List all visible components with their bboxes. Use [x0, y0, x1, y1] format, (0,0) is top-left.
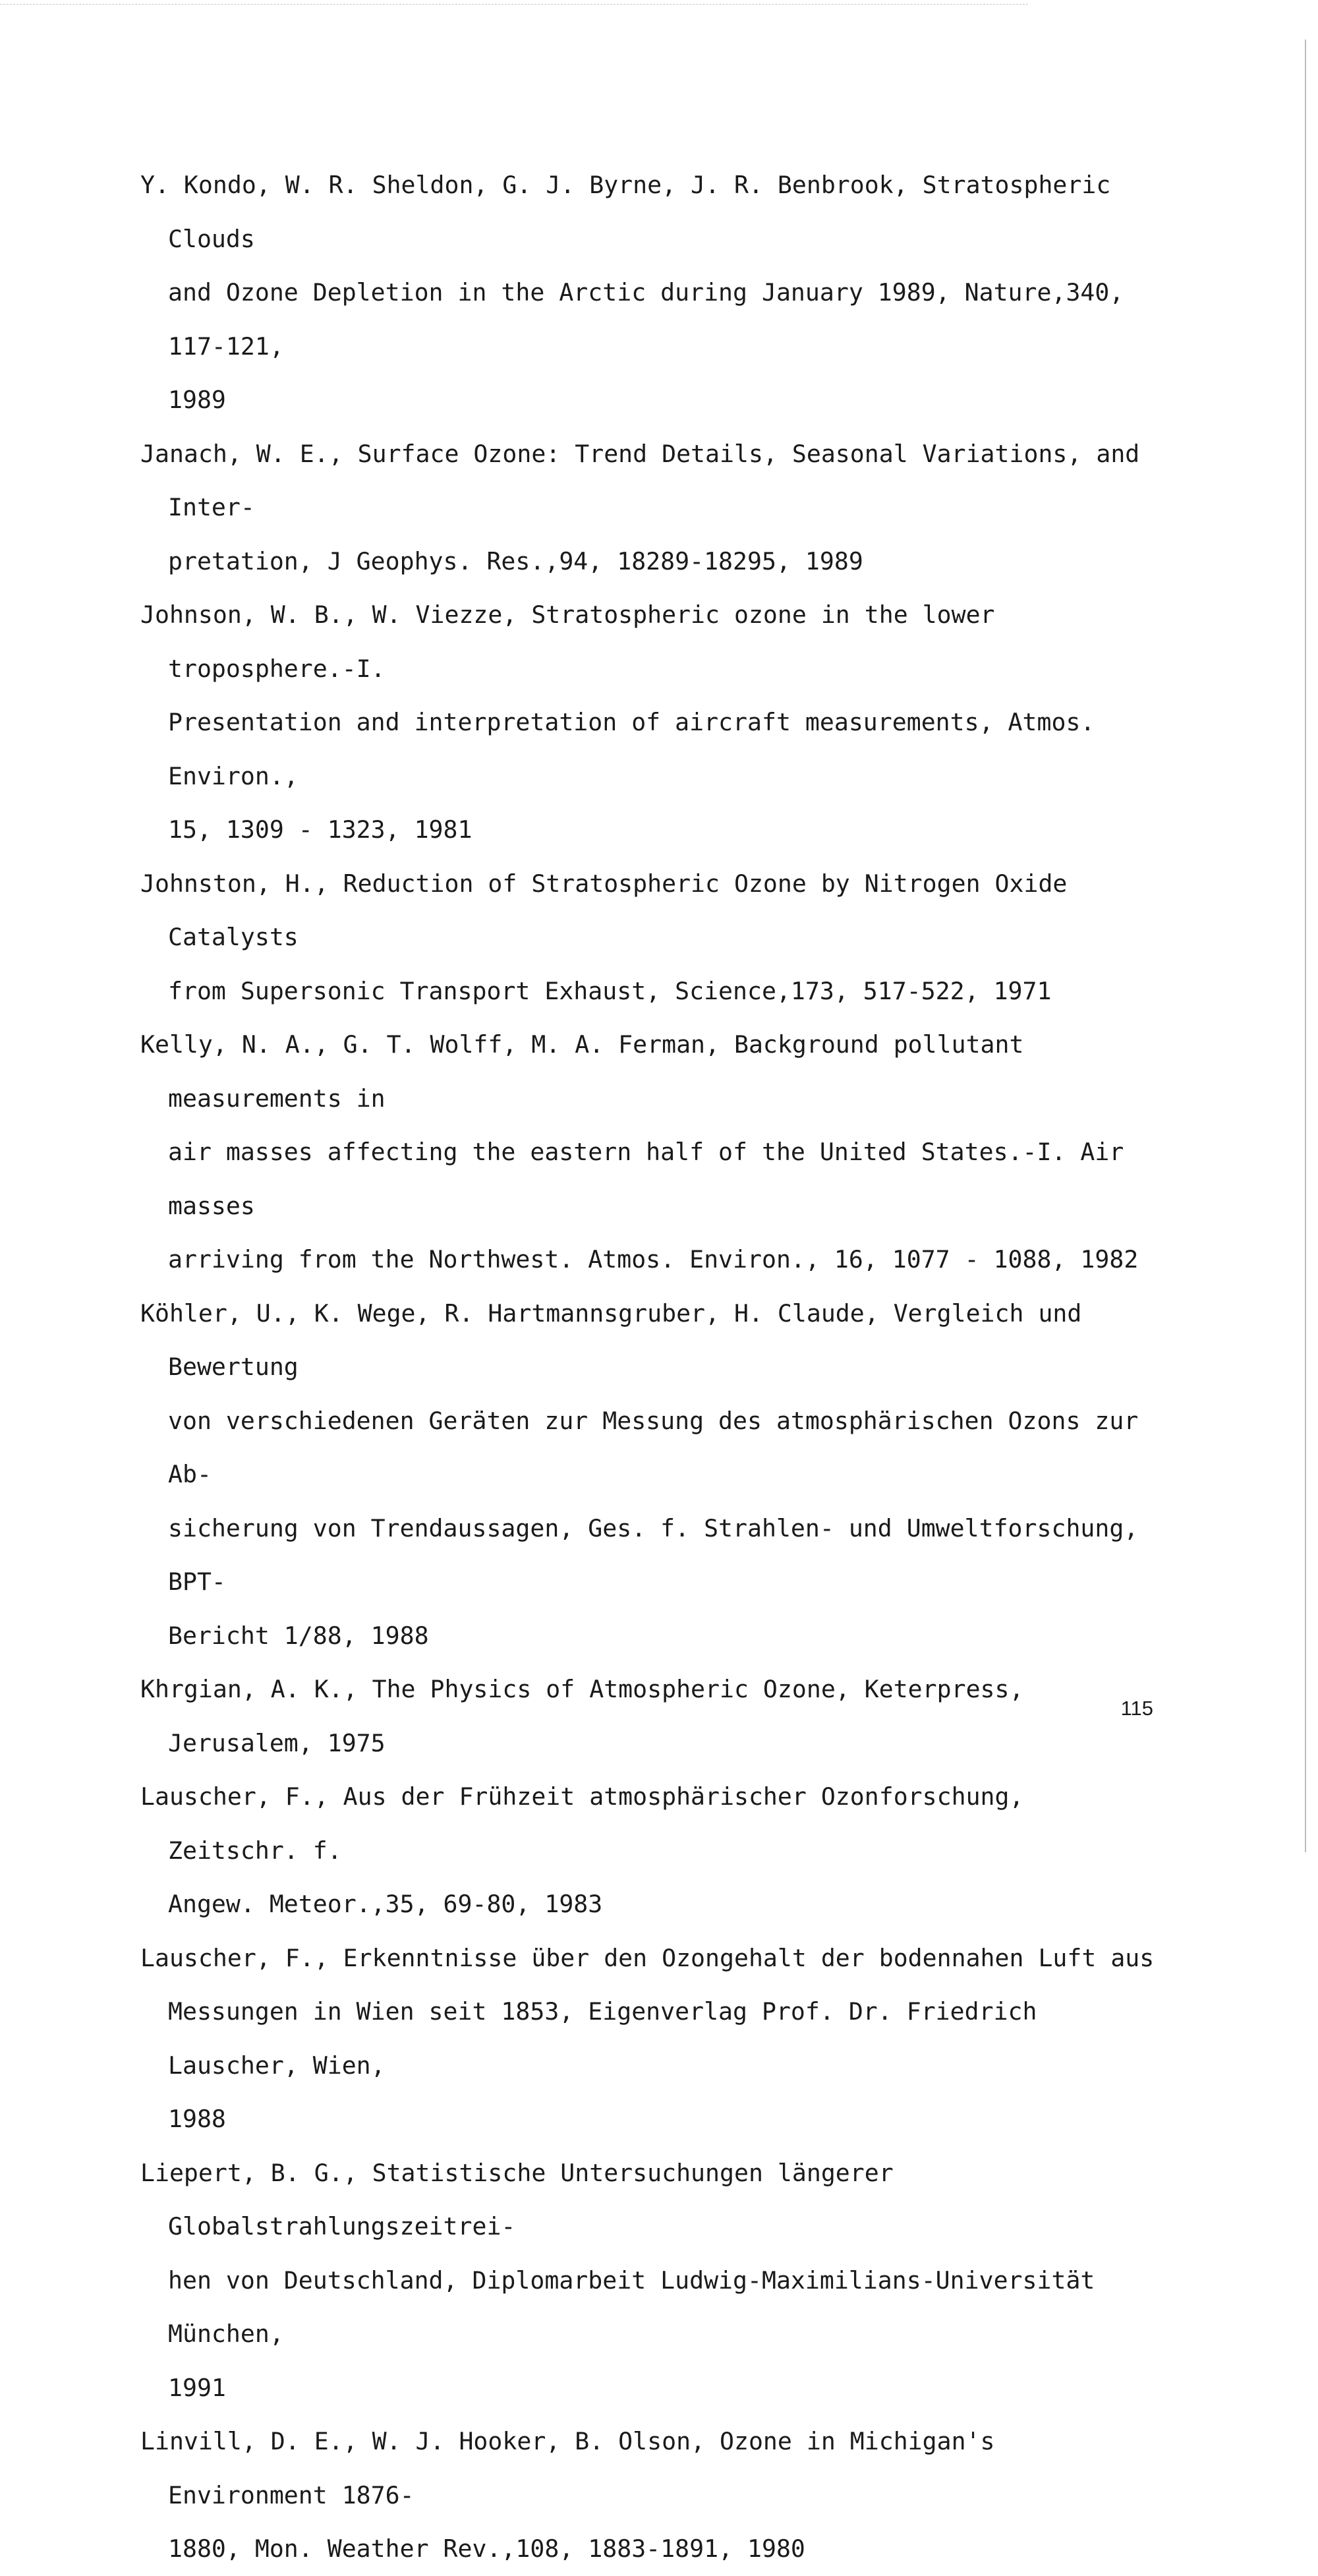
scan-edge-top — [0, 4, 1028, 5]
reference-line: 1989 — [168, 386, 226, 414]
reference-line: Johnson, W. B., W. Viezze, Stratospheric ozone in the lower troposphere.-I. — [140, 600, 995, 683]
reference-line: von verschiedenen Geräten zur Messung des atmosphärischen Ozons zur Ab- — [168, 1406, 1139, 1488]
reference-line: 1880, Mon. Weather Rev.,108, 1883-1891, 1980 — [168, 2534, 805, 2563]
reference-line: sicherung von Trendaussagen, Ges. f. Strahlen- und Umweltforschung, BPT- — [168, 1513, 1139, 1596]
reference-line: Köhler, U., K. Wege, R. Hartmannsgruber, H. Claude, Vergleich und Bewertung — [140, 1299, 1082, 1381]
reference-line: Kelly, N. A., G. T. Wolff, M. A. Ferman, Background pollutant measurements in — [140, 1030, 1024, 1113]
reference-entry — [140, 2415, 1168, 2576]
reference-entry — [140, 1662, 1168, 1770]
reference-line: and Ozone Depletion in the Arctic during January 1989, Nature,340, 117-121, — [168, 278, 1124, 361]
reference-line: Linvill, D. E., W. J. Hooker, B. Olson, Ozone in Michigan's Environment 1876- — [140, 2427, 995, 2509]
reference-line: Bericht 1/88, 1988 — [168, 1621, 429, 1650]
reference-entry — [140, 427, 1168, 589]
reference-entry — [140, 1770, 1168, 1931]
reference-line: arriving from the Northwest. Atmos. Environ., 16, 1077 - 1088, 1982 — [168, 1245, 1139, 1273]
reference-line: Liepert, B. G., Statistische Untersuchungen längerer Globalstrahlungszeitrei- — [140, 2158, 894, 2240]
reference-line: Presentation and interpretation of aircraft measurements, Atmos. Environ., — [168, 708, 1095, 790]
reference-line: Janach, W. E., Surface Ozone: Trend Details, Seasonal Variations, and Inter- — [140, 439, 1140, 521]
reference-line: Y. Kondo, W. R. Sheldon, G. J. Byrne, J. R. Benbrook, Stratospheric Clouds — [140, 171, 1111, 253]
reference-entry — [140, 588, 1168, 857]
reference-entry — [140, 857, 1168, 1018]
reference-entry — [140, 2146, 1168, 2415]
reference-entry — [140, 158, 1168, 427]
reference-entry — [140, 1931, 1168, 2146]
reference-entry — [140, 1018, 1168, 1287]
reference-line: pretation, J Geophys. Res.,94, 18289-18295, 1989 — [168, 546, 863, 575]
reference-line: Johnston, H., Reduction of Stratospheric Ozone by Nitrogen Oxide Catalysts — [140, 869, 1068, 951]
reference-list — [140, 158, 1168, 2576]
reference-line: hen von Deutschland, Diplomarbeit Ludwig-Maximilians-Universität München, — [168, 2266, 1095, 2348]
reference-line: from Supersonic Transport Exhaust, Science,173, 517-522, 1971 — [168, 976, 1052, 1005]
reference-line: Khrgian, A. K., The Physics of Atmospheric Ozone, Keterpress, Jerusalem, 1975 — [140, 1675, 1024, 1757]
reference-line: Lauscher, F., Aus der Frühzeit atmosphärischer Ozonforschung, Zeitschr. f. — [140, 1782, 1024, 1865]
scan-edge-right — [1305, 40, 1306, 1852]
reference-line: 1991 — [168, 2373, 226, 2402]
page-number: 115 — [1120, 1697, 1153, 1720]
reference-line: Angew. Meteor.,35, 69-80, 1983 — [168, 1890, 603, 1918]
reference-line: Lauscher, F., Erkenntnisse über den Ozongehalt der bodennahen Luft aus — [140, 1943, 1155, 1972]
reference-line: air masses affecting the eastern half of the United States.-I. Air masses — [168, 1138, 1124, 1220]
reference-entry — [140, 1287, 1168, 1663]
reference-line: 1988 — [168, 2105, 226, 2133]
reference-line: Messungen in Wien seit 1853, Eigenverlag Prof. Dr. Friedrich Lauscher, Wien, — [168, 1997, 1037, 2080]
reference-line: 15, 1309 - 1323, 1981 — [168, 815, 473, 844]
